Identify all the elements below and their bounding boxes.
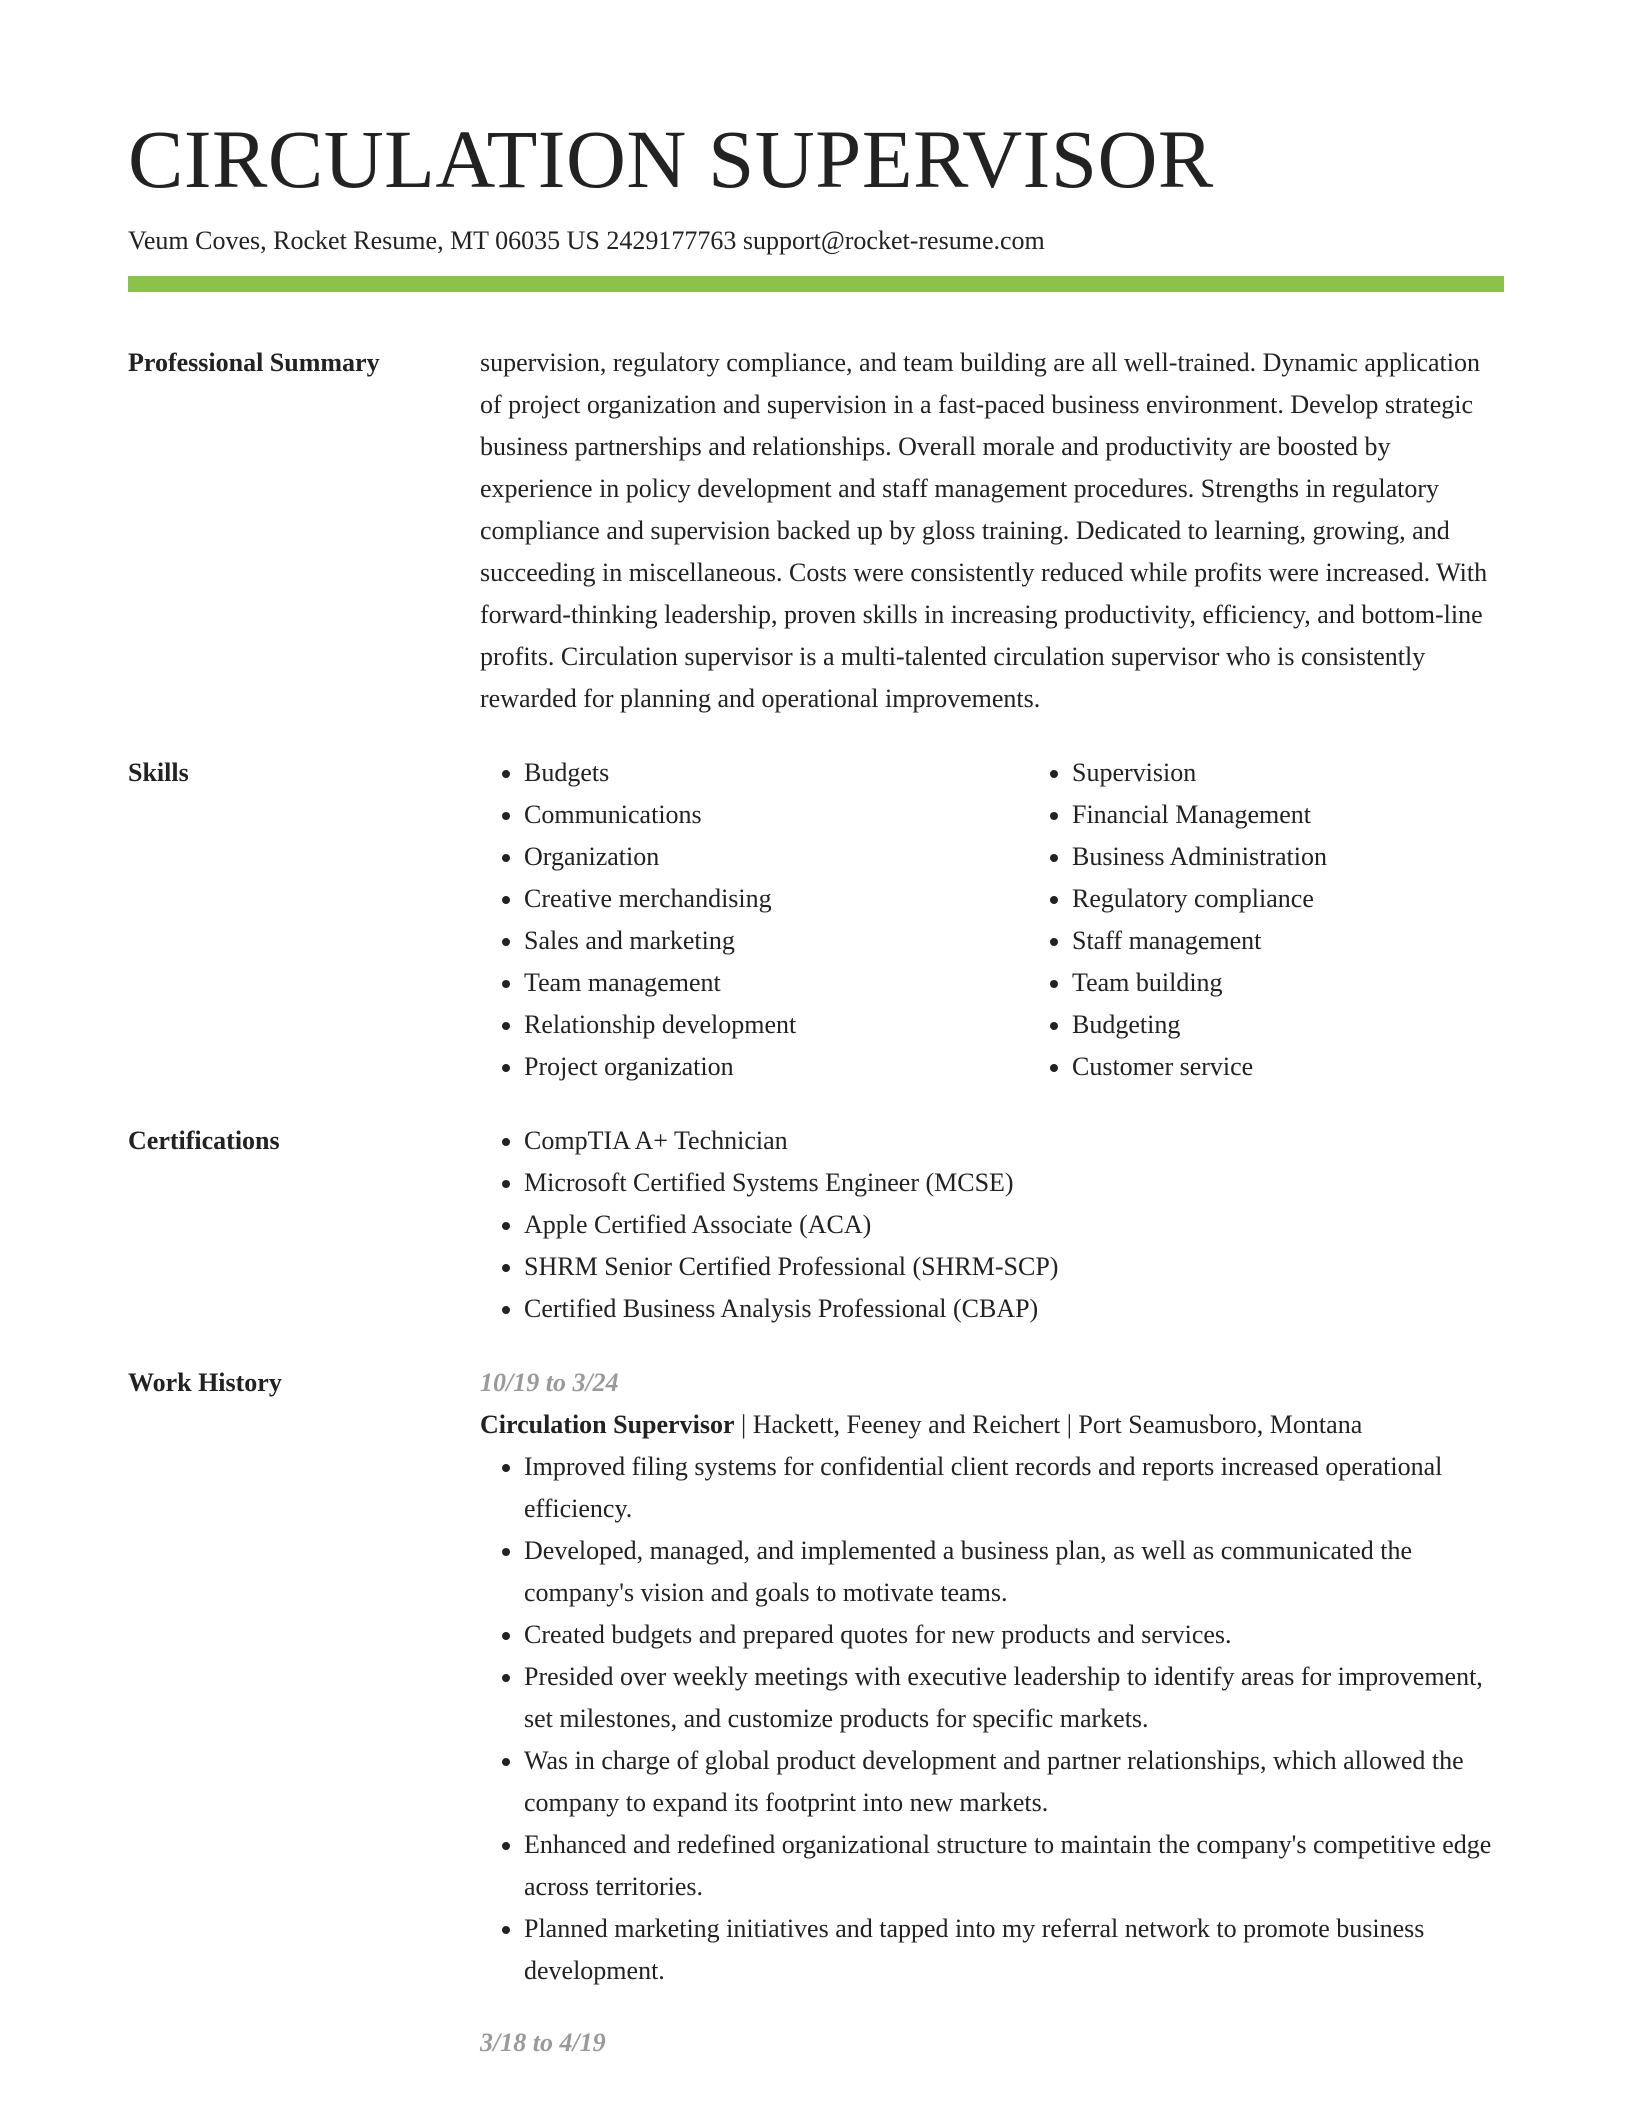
skill-item: • Business Administration [1072, 836, 1576, 878]
skill-item: • Staff management [1072, 920, 1576, 962]
work-history-label: Work History [128, 1368, 282, 1398]
skill-item: • Team management [524, 962, 1028, 1004]
skills-section [128, 752, 1504, 1088]
skills-list-left [480, 752, 1028, 1088]
certification-item: • Microsoft Certified Systems Engineer (MCSE) [524, 1162, 1504, 1204]
responsibility-item: • Created budgets and prepared quotes for new products and services. [524, 1614, 1504, 1656]
skill-item: • Customer service [1072, 1046, 1576, 1088]
skill-item: • Organization [524, 836, 1028, 878]
responsibility-item: • Presided over weekly meetings with executive leadership to identify areas for improvement, set milestones, and customize products for specific markets. [524, 1656, 1504, 1740]
skills-label: Skills [128, 758, 189, 788]
accent-divider [128, 276, 1504, 292]
skills-columns [480, 752, 1576, 1088]
responsibility-item: • Developed, managed, and implemented a business plan, as well as communicated the company's vision and goals to motivate teams. [524, 1530, 1504, 1614]
summary-section [128, 342, 1504, 720]
responsibility-item: • Was in charge of global product development and partner relationships, which allowed the company to expand its footprint into new markets. [524, 1740, 1504, 1824]
skill-item: • Financial Management [1072, 794, 1576, 836]
certification-item: • Apple Certified Associate (ACA) [524, 1204, 1504, 1246]
skill-item: • Communications [524, 794, 1028, 836]
responsibility-item: • Planned marketing initiatives and tapped into my referral network to promote business development. [524, 1908, 1504, 1992]
job-responsibilities [480, 1446, 1504, 1992]
job-dates: 3/18 to 4/19 [480, 2028, 606, 2058]
certification-item: • Certified Business Analysis Professional (CBAP) [524, 1288, 1504, 1330]
skill-item: • Sales and marketing [524, 920, 1028, 962]
skill-item: • Creative merchandising [524, 878, 1028, 920]
job-title: Circulation Supervisor [480, 1410, 735, 1440]
job-heading [480, 1404, 1504, 1446]
certification-item: • CompTIA A+ Technician [524, 1120, 1504, 1162]
skill-item: • Team building [1072, 962, 1576, 1004]
contact-line: Veum Coves, Rocket Resume, MT 06035 US 2429177763 support@rocket-resume.com [128, 226, 1045, 255]
job-dates: 10/19 to 3/24 [480, 1368, 619, 1398]
resume-name: CIRCULATION SUPERVISOR [128, 113, 1214, 205]
certifications-label: Certifications [128, 1126, 280, 1156]
certifications-section [128, 1120, 1504, 1330]
skills-list-right [1028, 752, 1576, 1088]
skill-item: • Budgeting [1072, 1004, 1576, 1046]
work-history-body [480, 1362, 1504, 2064]
work-history-section [128, 1362, 1504, 2064]
skill-item: • Relationship development [524, 1004, 1028, 1046]
skill-item: • Regulatory compliance [1072, 878, 1576, 920]
resume-page [128, 113, 1504, 2064]
certification-item: • SHRM Senior Certified Professional (SHRM-SCP) [524, 1246, 1504, 1288]
job-employer-location: | Hackett, Feeney and Reichert | Port Seamusboro, Montana [734, 1410, 1363, 1440]
certifications-body [480, 1120, 1504, 1330]
skill-item: • Supervision [1072, 752, 1576, 794]
skill-item: • Budgets [524, 752, 1028, 794]
responsibility-item: • Enhanced and redefined organizational structure to maintain the company's competitive edge across territories. [524, 1824, 1504, 1908]
summary-text: supervision, regulatory compliance, and team building are all well-trained. Dynamic application of project organization and supervision in a fast-paced business environment. Develop strategic business partnerships and relationships. Overall morale and productivity are boosted by experience in policy development and staff management procedures. Strengths in regulatory compliance and supervision backed up by gloss training. Dedicated to learning, growing, and succeeding in miscellaneous. Costs were consistently reduced while profits were increased. With forward-thinking leadership, proven skills in increasing productivity, efficiency, and bottom-line profits. Circulation supervisor is a multi-talented circulation supervisor who is consistently rewarded for planning and operational improvements. [480, 348, 1488, 714]
summary-label: Professional Summary [128, 348, 380, 378]
responsibility-item: • Improved filing systems for confidential client records and reports increased operational efficiency. [524, 1446, 1504, 1530]
certifications-list [480, 1120, 1504, 1330]
skill-item: • Project organization [524, 1046, 1028, 1088]
